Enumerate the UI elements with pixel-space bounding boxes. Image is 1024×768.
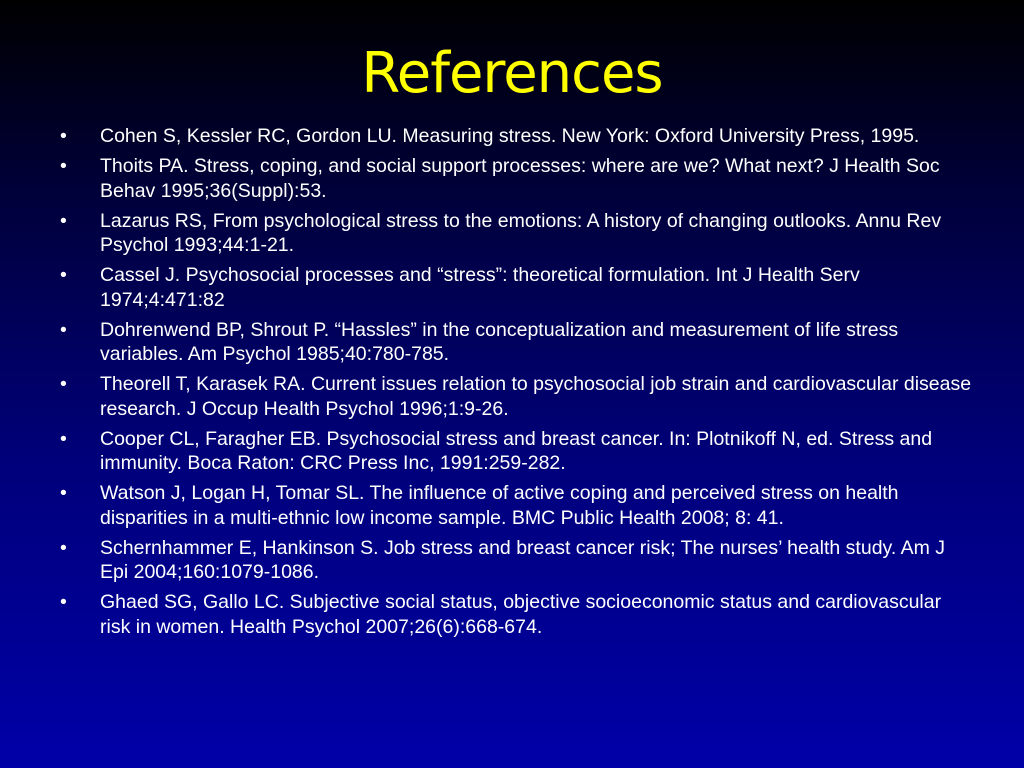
bullet-icon: • [60,536,67,559]
reference-text: Cassel J. Psychosocial processes and “stress”: theoretical formulation. Int J Health Serv 1974;4:471:82 [100,264,860,311]
reference-item [56,427,976,476]
reference-text: Thoits PA. Stress, coping, and social support processes: where are we? What next? J Health Soc Behav 1995;36(Suppl):53. [100,155,940,202]
bullet-icon: • [60,373,67,395]
slide-title: References [361,41,663,106]
reference-item [56,536,976,585]
bullet-icon: • [60,591,67,613]
reference-text: Schernhammer E, Hankinson S. Job stress and breast cancer risk; The nurses’ health study. Am J Epi 2004;160:1079-1086. [100,536,946,583]
bullet-icon: • [60,482,67,504]
reference-item [56,124,976,149]
reference-text: Dohrenwend BP, Shrout P. “Hassles” in the conceptualization and measurement of life stress variables. Am Psychol 1985;40:780-785. [100,318,899,365]
reference-item [56,481,976,530]
reference-text: Cohen S, Kessler RC, Gordon LU. Measuring stress. New York: Oxford University Press, 1995. [100,125,920,147]
bullet-icon: • [60,427,67,450]
bullet-icon: • [60,125,67,147]
reference-item [56,372,976,421]
reference-text: Lazarus RS, From psychological stress to the emotions: A history of changing outlooks. Annu Rev Psychol 1993;44:1-21. [100,209,942,256]
reference-text: Cooper CL, Faragher EB. Psychosocial stress and breast cancer. In: Plotnikoff N, ed. Stress and immunity. Boca Raton: CRC Press Inc, 1991:259-282. [100,427,933,474]
reference-text: Watson J, Logan H, Tomar SL. The influence of active coping and perceived stress on health disparities in a multi-ethnic low income sample. BMC Public Health 2008; 8: 41. [100,482,899,529]
bullet-icon: • [60,155,67,177]
reference-item [56,209,976,258]
bullet-icon: • [60,318,67,341]
bullet-icon: • [60,209,67,232]
reference-text: Ghaed SG, Gallo LC. Subjective social status, objective socioeconomic status and cardiovascular risk in women. Health Psychol 2007;26(6):668-674. [100,591,942,638]
reference-text: Theorell T, Karasek RA. Current issues relation to psychosocial job strain and cardiovascular disease research. J Occup Health Psychol 1996;1:9-26. [100,373,972,420]
reference-item [56,318,976,367]
reference-item [56,590,976,639]
bullet-icon: • [60,264,67,286]
reference-item [56,154,976,203]
reference-list [56,124,976,645]
reference-item [56,263,976,312]
